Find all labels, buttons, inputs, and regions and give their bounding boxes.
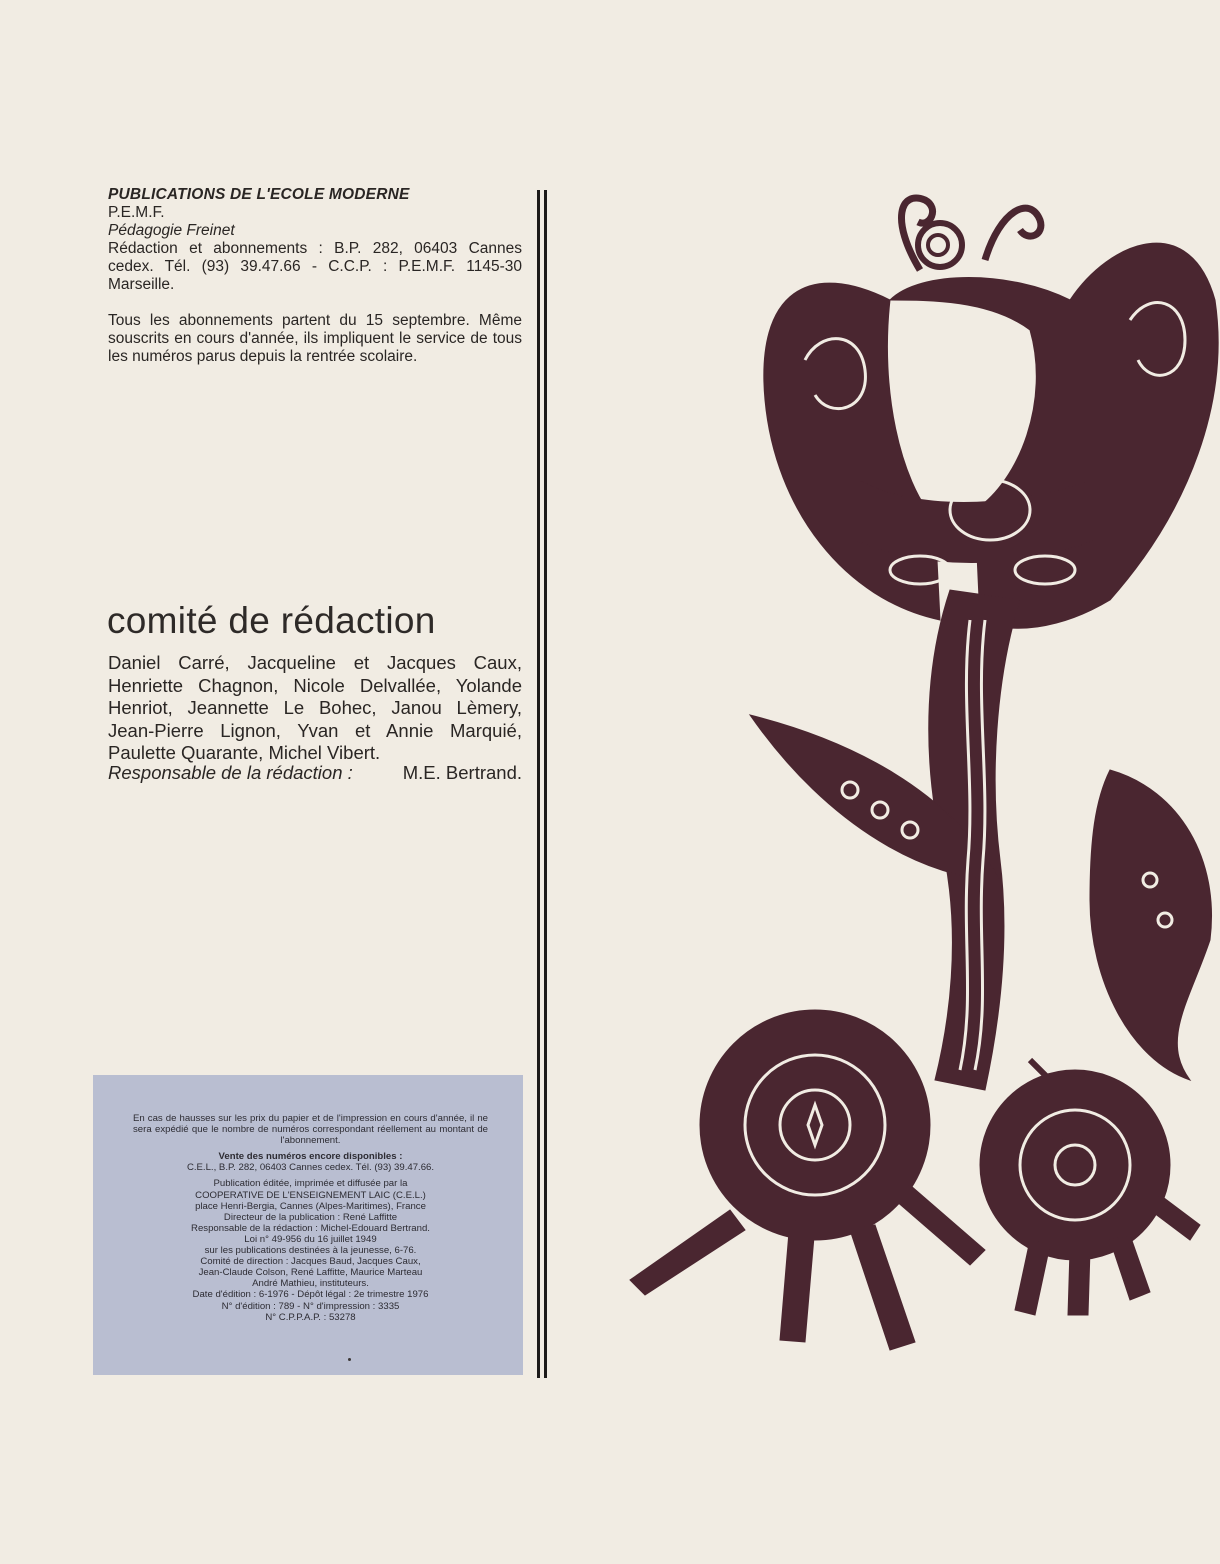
price-notice: En cas de hausses sur les prix du papier et de l'impression en cours d'année, il ne sera expédié que le nombre de numéros correspondant réellement au montant de l'abonnement. bbox=[133, 1113, 488, 1147]
column-divider-left bbox=[537, 190, 540, 1378]
comite-title: comité de rédaction bbox=[107, 600, 436, 641]
publisher-title: PUBLICATIONS DE L'ECOLE MODERNE bbox=[108, 186, 410, 203]
subscription-note: Tous les abonnements partent du 15 septembre. Même souscrits en cours d'année, ils impliquent le service de tous les numéros parus depuis la rentrée scolaire. bbox=[108, 312, 522, 365]
flower-creature-icon bbox=[590, 180, 1220, 1380]
responsable-label: Responsable de la rédaction : bbox=[108, 762, 353, 783]
legal-line: N° C.P.P.A.P. : 53278 bbox=[265, 1311, 356, 1323]
ink-dot bbox=[348, 1358, 351, 1361]
legal-line: Responsable de la rédaction : Michel-Edouard Bertrand. bbox=[191, 1222, 430, 1234]
responsable-name: M.E. Bertrand. bbox=[402, 762, 522, 783]
comite-members: Daniel Carré, Jacqueline et Jacques Caux, Henriette Chagnon, Nicole Delvallée, Yolande Henriot, Jeannette Le Bohec, Janou Lèmery, Jean-Pierre Lignon, Yvan et Annie Marquié, Paulette Quarante, Michel Vibert. bbox=[108, 652, 522, 763]
publisher-subtitle: Pédagogie Freinet bbox=[108, 222, 235, 239]
info-box bbox=[93, 1075, 523, 1375]
legal-line: Directeur de la publication : René Laffitte bbox=[223, 1211, 398, 1223]
legal-line: Jean-Claude Colson, René Laffitte, Maurice Marteau bbox=[198, 1267, 423, 1279]
legal-line: place Henri-Bergia, Cannes (Alpes-Maritimes), France bbox=[195, 1200, 426, 1212]
legal-line: Date d'édition : 6-1976 - Dépôt légal : 2e trimestre 1976 bbox=[192, 1289, 429, 1301]
legal-line: Comité de direction : Jacques Baud, Jacques Caux, bbox=[200, 1256, 421, 1268]
legal-line: Publication éditée, imprimée et diffusée par la bbox=[213, 1178, 408, 1190]
column-divider-right bbox=[544, 190, 547, 1378]
comite-responsable bbox=[108, 762, 522, 785]
publisher-address: Rédaction et abonnements : B.P. 282, 06403 Cannes cedex. Tél. (93) 39.47.66 - C.C.P. : P.E.M.F. 1145-30 Marseille. bbox=[108, 240, 522, 293]
legal-line: Loi n° 49-956 du 16 juillet 1949 bbox=[244, 1233, 377, 1245]
legal-line: N° d'édition : 789 - N° d'impression : 3335 bbox=[221, 1300, 400, 1312]
info-text bbox=[133, 1113, 488, 1323]
legal-line: COOPERATIVE DE L'ENSEIGNEMENT LAIC (C.E.L.) bbox=[195, 1189, 426, 1201]
sale-address: C.E.L., B.P. 282, 06403 Cannes cedex. Tél. (93) 39.47.66. bbox=[186, 1162, 435, 1174]
legal-line: sur les publications destinées à la jeunesse, 6-76. bbox=[204, 1245, 417, 1257]
sale-title: Vente des numéros encore disponibles : bbox=[218, 1151, 403, 1163]
publisher-block bbox=[108, 186, 522, 366]
legal-line: André Mathieu, instituteurs. bbox=[252, 1278, 369, 1290]
publisher-abbr: P.E.M.F. bbox=[108, 204, 165, 221]
